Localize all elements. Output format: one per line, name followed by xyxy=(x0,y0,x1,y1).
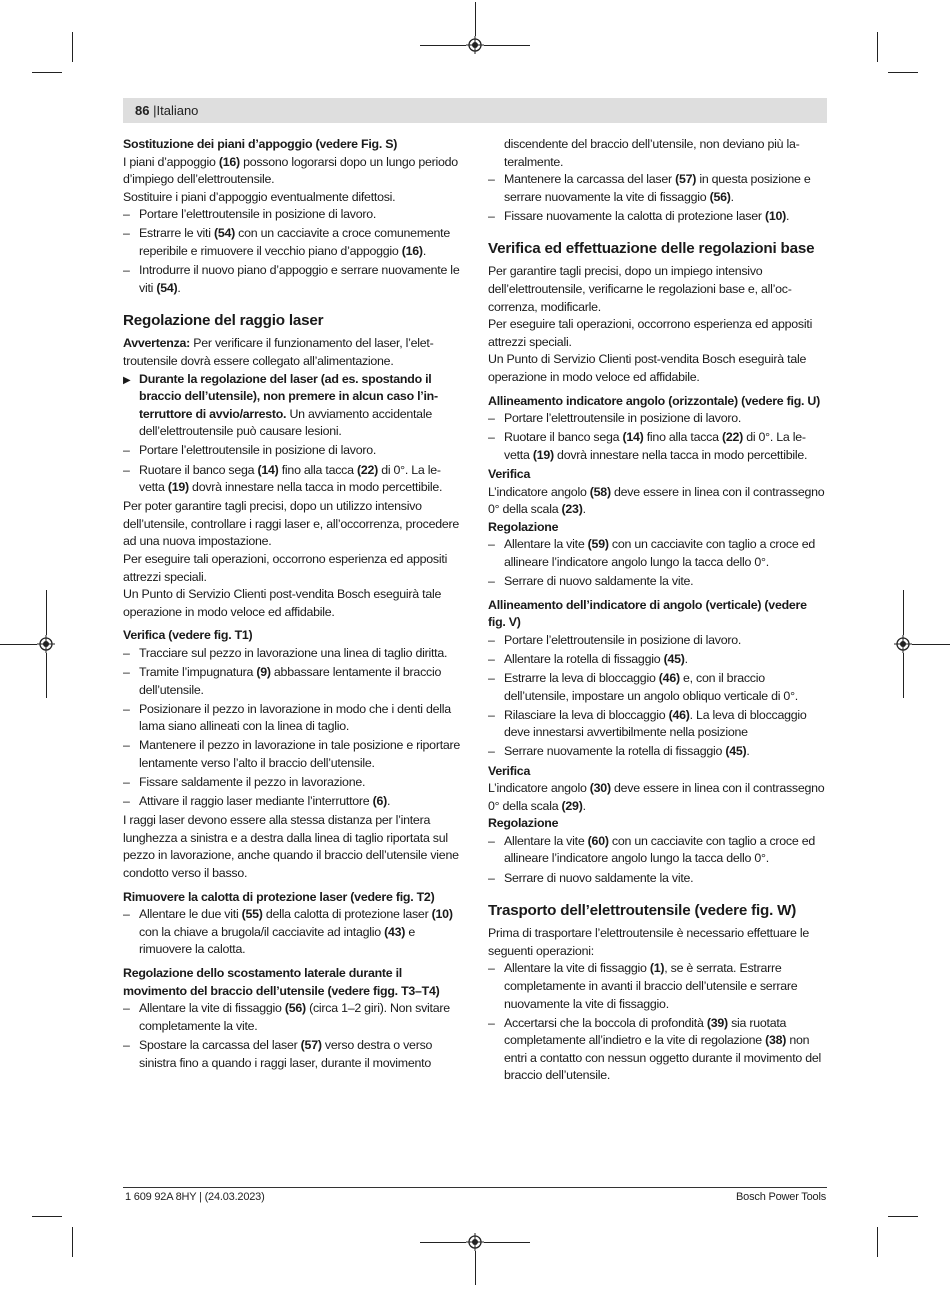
text-run: con la chiave a brugola/il cacciavite ad intaglio xyxy=(139,924,385,939)
step-item xyxy=(123,442,461,460)
step-item xyxy=(123,774,461,792)
reference-number: (16) xyxy=(401,244,423,259)
step-item xyxy=(123,1037,461,1072)
text-run: sia ruotata completamente all’indietro e la vite di regolazione xyxy=(504,1015,787,1048)
text-run: dovrà innestare nella tacca in modo percettibile. xyxy=(188,480,443,495)
reference-number: (57) xyxy=(300,1037,322,1052)
footer-divider xyxy=(123,1187,827,1188)
reference-number: (9) xyxy=(256,665,271,680)
text-run: Allentare la vite di fissaggio xyxy=(139,1001,285,1016)
step-list xyxy=(123,906,461,959)
text-run: con un cacciavite con taglio a croce ed allineare l’indicatore angolo lungo la tacca dello 0°. xyxy=(504,833,815,866)
paragraph: Sostituire i piani d’appoggio eventualmente difettosi. xyxy=(123,189,396,204)
text-run: Rilasciare la leva di bloccaggio xyxy=(504,707,669,722)
registration-mark-icon xyxy=(466,36,484,54)
step-item xyxy=(123,793,461,811)
left-column xyxy=(123,136,461,1074)
step-item xyxy=(123,664,461,699)
step-item xyxy=(488,743,826,761)
reference-number: (56) xyxy=(284,1001,306,1016)
reference-number: (54) xyxy=(213,226,235,241)
paragraph xyxy=(488,780,826,815)
reference-number: (46) xyxy=(658,671,680,686)
subsection-title: Regolazione dello scostamento laterale durante il movimento del braccio dell’utensile (vedere figg. T3–T4) xyxy=(123,966,440,998)
text-run: Estrarre la leva di bloccaggio xyxy=(504,671,659,686)
step-item xyxy=(488,870,826,888)
registration-mark-icon xyxy=(466,1233,484,1251)
text-run: con un cacciavite con taglio a croce ed allineare l’indicatore angolo lungo la tacca dello 0°. xyxy=(504,537,815,569)
step-list xyxy=(123,1000,461,1072)
crop-mark xyxy=(903,590,904,635)
paragraph: Per poter garantire tagli precisi, dopo un utilizzo intensivo dell’utensile, controllare i raggi laser e, all’occorrenza, procedere ad una nuova impostazione. xyxy=(123,499,460,549)
crop-mark xyxy=(912,644,950,645)
text-run: deve essere in linea con il contrassegno 0° della scala xyxy=(488,484,825,517)
text-run: Per verificare il funzionamento del laser, l’elettroutensile dovrà essere collegato all’alimentazione. xyxy=(123,336,434,368)
section-heading: Regolazione del raggio laser xyxy=(123,312,324,330)
text-run: Tracciare sul pezzo in lavorazione una linea di taglio diritta. xyxy=(139,645,448,660)
text-run: Fissare nuovamente la calotta di protezione laser xyxy=(504,208,765,223)
page-number: 86 xyxy=(135,103,150,118)
text-run: e, con il braccio dell’utensile, impostare un angolo obliquo verticale di 0°. xyxy=(504,671,798,703)
reference-number: (29) xyxy=(561,798,583,813)
text-run: Allentare la rotella di fissaggio xyxy=(504,651,664,666)
reference-number: (57) xyxy=(675,172,697,187)
crop-mark xyxy=(888,72,918,73)
page-language: Italiano xyxy=(156,103,199,118)
safety-list xyxy=(123,371,461,441)
text-run: I piani d’appoggio xyxy=(123,154,219,169)
step-item xyxy=(488,833,826,868)
reference-number: (60) xyxy=(587,833,609,848)
reference-number: (22) xyxy=(356,462,378,477)
crop-mark xyxy=(72,1227,73,1257)
crop-mark xyxy=(888,1216,918,1217)
reference-number: (45) xyxy=(725,744,747,759)
page-header xyxy=(135,103,198,118)
text-run: . xyxy=(582,502,586,517)
text-run: L’indicatore angolo xyxy=(488,484,590,499)
paragraph: Un Punto di Servizio Clienti post-vendita Bosch eseguirà tale operazione in modo veloce ed affidabile. xyxy=(123,587,442,619)
reference-number: (38) xyxy=(765,1033,787,1048)
text-run: fino alla tacca xyxy=(278,462,357,477)
step-list xyxy=(488,632,826,761)
right-column xyxy=(488,136,826,1087)
step-item xyxy=(488,1015,826,1085)
step-item xyxy=(488,429,826,464)
text-run: di 0°. La levetta xyxy=(139,462,442,495)
step-list xyxy=(123,645,461,811)
step-list xyxy=(488,536,826,590)
subsection-title: Verifica (vedere fig. T1) xyxy=(123,628,253,643)
paragraph: Per eseguire tali operazioni, occorrono esperienza ed appositi attrezzi speciali. xyxy=(123,551,448,584)
reference-number: (10) xyxy=(431,907,453,922)
section-title: Sostituzione dei piani d’appoggio (vedere Fig. S) xyxy=(123,137,398,151)
step-list xyxy=(123,442,461,496)
registration-mark-icon xyxy=(894,635,912,653)
reference-number: Avvertenza: xyxy=(123,336,191,351)
paragraph-continued: discendente del braccio dell’utensile, non deviano più lateralmente. xyxy=(504,137,800,169)
text-run: non entri a contatto con nessun oggetto durante il movimento del braccio dell’utensile. xyxy=(504,1033,822,1083)
reference-number: (23) xyxy=(561,502,583,517)
text-run: . xyxy=(582,798,586,813)
safety-warning xyxy=(123,371,461,441)
section-heading: Trasporto dell’elettroutensile (vedere fig. W) xyxy=(488,902,797,920)
text-run: Accertarsi che la boccola di profondità xyxy=(504,1015,707,1030)
text-run: Allentare la vite xyxy=(504,537,588,552)
text-run: Ruotare il banco sega xyxy=(139,462,258,477)
text-run: deve essere in linea con il contrassegno 0° della scala xyxy=(488,781,825,813)
step-list xyxy=(488,410,826,464)
reference-number: Durante la regolazione del laser (ad es. spostando il braccio dell’utensile), non premere in alcun caso l’interruttore di avvio/arresto. xyxy=(139,371,439,421)
crop-mark xyxy=(903,653,904,698)
paragraph: Per eseguire tali operazioni, occorrono esperienza ed appositi attrezzi speciali. xyxy=(488,317,813,349)
step-item xyxy=(123,225,461,260)
text-run: Spostare la carcassa del laser xyxy=(139,1037,301,1052)
reference-number: (14) xyxy=(622,430,644,445)
reference-number: (1) xyxy=(649,961,665,976)
reference-number: (10) xyxy=(764,208,786,223)
text-run: , se è serrata. Estrarre completamente in avanti il braccio dell’utensile e serrare nuovamente la vite di fissaggio. xyxy=(504,961,798,1011)
step-item xyxy=(488,208,826,226)
step-item xyxy=(123,645,461,663)
text-run: Allentare la vite xyxy=(504,833,588,848)
paragraph xyxy=(488,484,826,519)
text-run: Un avviamento accidentale dell’elettroutensile può causare lesioni. xyxy=(139,406,432,439)
step-item xyxy=(488,536,826,571)
text-run: Allentare le due viti xyxy=(139,907,242,922)
text-run: abbassare lentamente il braccio dell’utensile. xyxy=(139,665,442,697)
reference-number: (59) xyxy=(587,537,609,552)
reference-number: (19) xyxy=(532,447,554,462)
crop-mark xyxy=(484,1242,530,1243)
text-run: Portare l’elettroutensile in posizione di lavoro. xyxy=(504,632,742,647)
text-run: . xyxy=(177,280,181,295)
step-list xyxy=(488,833,826,887)
reference-number: (16) xyxy=(218,154,240,169)
text-run: Serrare di nuovo saldamente la vite. xyxy=(504,870,694,885)
step-item xyxy=(123,262,461,297)
text-run: . xyxy=(684,651,688,666)
text-run: Fissare saldamente il pezzo in lavorazione. xyxy=(139,775,366,790)
text-run: . xyxy=(785,208,790,223)
text-run: Allentare la vite di fissaggio xyxy=(504,961,650,976)
crop-mark xyxy=(32,1216,62,1217)
reference-number: (55) xyxy=(241,907,263,922)
section-heading: Verifica ed effettuazione delle regolazioni base xyxy=(488,240,815,258)
step-item xyxy=(123,906,461,959)
reference-number: (19) xyxy=(167,480,189,495)
adjust-label: Regolazione xyxy=(488,816,559,831)
step-item xyxy=(123,206,461,224)
crop-mark xyxy=(877,32,878,62)
registration-mark-icon xyxy=(37,635,55,653)
paragraph: Per garantire tagli precisi, dopo un impiego intensivo dell’elettroutensile, verificarne le regolazioni base e, all’occorrenza, modificarle. xyxy=(488,264,792,314)
text-run: . La leva di bloccaggio deve innestarsi avvertibilmente nella posizione xyxy=(504,707,807,740)
text-run: Mantenere il pezzo in lavorazione in tale posizione e riportare lentamente verso l’alto il braccio dell’utensile. xyxy=(139,738,461,770)
text-run: . xyxy=(387,794,391,809)
text-run: L’indicatore angolo xyxy=(488,781,590,796)
step-item xyxy=(488,632,826,650)
step-item xyxy=(123,462,461,497)
adjust-label: Regolazione xyxy=(488,519,559,534)
text-run: verso destra o verso sinistra fino a quando i raggi laser, durante il movimento xyxy=(139,1037,433,1070)
reference-number: (54) xyxy=(156,280,178,295)
crop-mark xyxy=(877,1227,878,1257)
text-run: e rimuovere la calotta. xyxy=(139,924,415,957)
paragraph: I raggi laser devono essere alla stessa distanza per l’intera lunghezza a sinistra e a destra dalla linea di taglio riportata sul pezzo in lavorazione, anche quando il braccio dell’utensile viene condotto verso il basso. xyxy=(123,813,459,881)
crop-mark xyxy=(484,45,530,46)
text-run: Ruotare il banco sega xyxy=(504,430,623,445)
text-run: di 0°. La levetta xyxy=(504,430,807,462)
crop-mark xyxy=(72,32,73,62)
page-header-bar xyxy=(123,98,827,123)
step-item xyxy=(123,737,461,772)
text-run: possono logorarsi dopo un lungo periodo d’impiego dell’elettroutensile. xyxy=(123,154,458,187)
text-run: della calotta di protezione laser xyxy=(262,907,432,922)
step-list xyxy=(123,206,461,297)
text-run: Mantenere la carcassa del laser xyxy=(504,172,676,187)
text-run: Posizionare il pezzo in lavorazione in modo che i denti della lama siano allineati con la linea di taglio. xyxy=(139,701,451,734)
paragraph: Prima di trasportare l’elettroutensile è necessario effettuare le seguenti operazioni: xyxy=(488,926,809,958)
reference-number: (14) xyxy=(257,462,279,477)
reference-number: (58) xyxy=(589,484,611,499)
crop-mark xyxy=(46,653,47,698)
reference-number: (6) xyxy=(372,794,388,809)
step-list xyxy=(488,960,826,1085)
text-run: . xyxy=(422,244,427,259)
reference-number: (39) xyxy=(706,1015,728,1030)
text-run: Introdurre il nuovo piano d’appoggio e serrare nuovamente le viti xyxy=(139,263,460,295)
crop-mark xyxy=(46,590,47,635)
text-run: . xyxy=(730,189,734,204)
subsection-title: Allineamento indicatore angolo (orizzontale) (vedere fig. U) xyxy=(488,393,820,408)
step-item xyxy=(488,707,826,742)
text-run: Portare l’elettroutensile in posizione di lavoro. xyxy=(504,411,742,426)
text-run: Estrarre le viti xyxy=(139,226,214,241)
text-run: in questa posizione e serrare nuovamente la vite di fissaggio xyxy=(504,172,811,204)
step-list xyxy=(488,171,826,225)
reference-number: (43) xyxy=(384,924,406,939)
reference-number: (56) xyxy=(709,189,731,204)
text-run: . xyxy=(746,744,750,759)
text-run: Portare l’elettroutensile in posizione di lavoro. xyxy=(139,443,377,458)
paragraph xyxy=(123,154,461,189)
footer-doc-id: 1 609 92A 8HY | (24.03.2023) xyxy=(125,1191,265,1203)
text-run: (circa 1–2 giri). Non svitare completamente la vite. xyxy=(139,1001,450,1033)
step-item xyxy=(488,960,826,1013)
crop-mark xyxy=(32,72,62,73)
header-separator: | xyxy=(153,103,157,118)
verify-label: Verifica xyxy=(488,467,531,481)
step-item xyxy=(123,1000,461,1035)
crop-mark xyxy=(420,45,466,46)
reference-number: (45) xyxy=(663,651,685,666)
crop-mark xyxy=(420,1242,466,1243)
step-item xyxy=(488,651,826,669)
crop-mark xyxy=(475,1251,476,1285)
text-run: fino alla tacca xyxy=(643,430,722,445)
step-item xyxy=(123,701,461,736)
text-run: Serrare nuovamente la rotella di fissaggio xyxy=(504,744,726,759)
footer-brand: Bosch Power Tools xyxy=(736,1191,826,1203)
text-run: Portare l’elettroutensile in posizione di lavoro. xyxy=(139,207,377,222)
crop-mark xyxy=(475,2,476,36)
text-run: dovrà innestare nella tacca in modo percettibile. xyxy=(553,447,808,462)
text-run: con un cacciavite a croce comunemente reperibile e rimuovere il vecchio piano d’appoggio xyxy=(139,226,451,259)
crop-mark xyxy=(0,644,37,645)
text-run: Serrare di nuovo saldamente la vite. xyxy=(504,574,694,589)
subsection-title: Rimuovere la calotta di protezione laser (vedere fig. T2) xyxy=(123,889,435,904)
step-item xyxy=(488,171,826,206)
step-item xyxy=(488,670,826,705)
step-item xyxy=(488,573,826,591)
subsection-title: Allineamento dell’indicatore di angolo (verticale) (vedere fig. V) xyxy=(488,597,807,630)
text-run: Attivare il raggio laser mediante l’interruttore xyxy=(139,794,373,809)
reference-number: (46) xyxy=(668,707,690,722)
step-item xyxy=(488,410,826,428)
text-run: Tramite l’impugnatura xyxy=(139,665,257,680)
verify-label: Verifica xyxy=(488,763,531,778)
reference-number: (30) xyxy=(589,781,611,796)
reference-number: (22) xyxy=(721,430,743,445)
paragraph: Un Punto di Servizio Clienti post-vendita Bosch eseguirà tale operazione in modo veloce ed affidabile. xyxy=(488,352,807,385)
warning-note xyxy=(123,335,461,370)
